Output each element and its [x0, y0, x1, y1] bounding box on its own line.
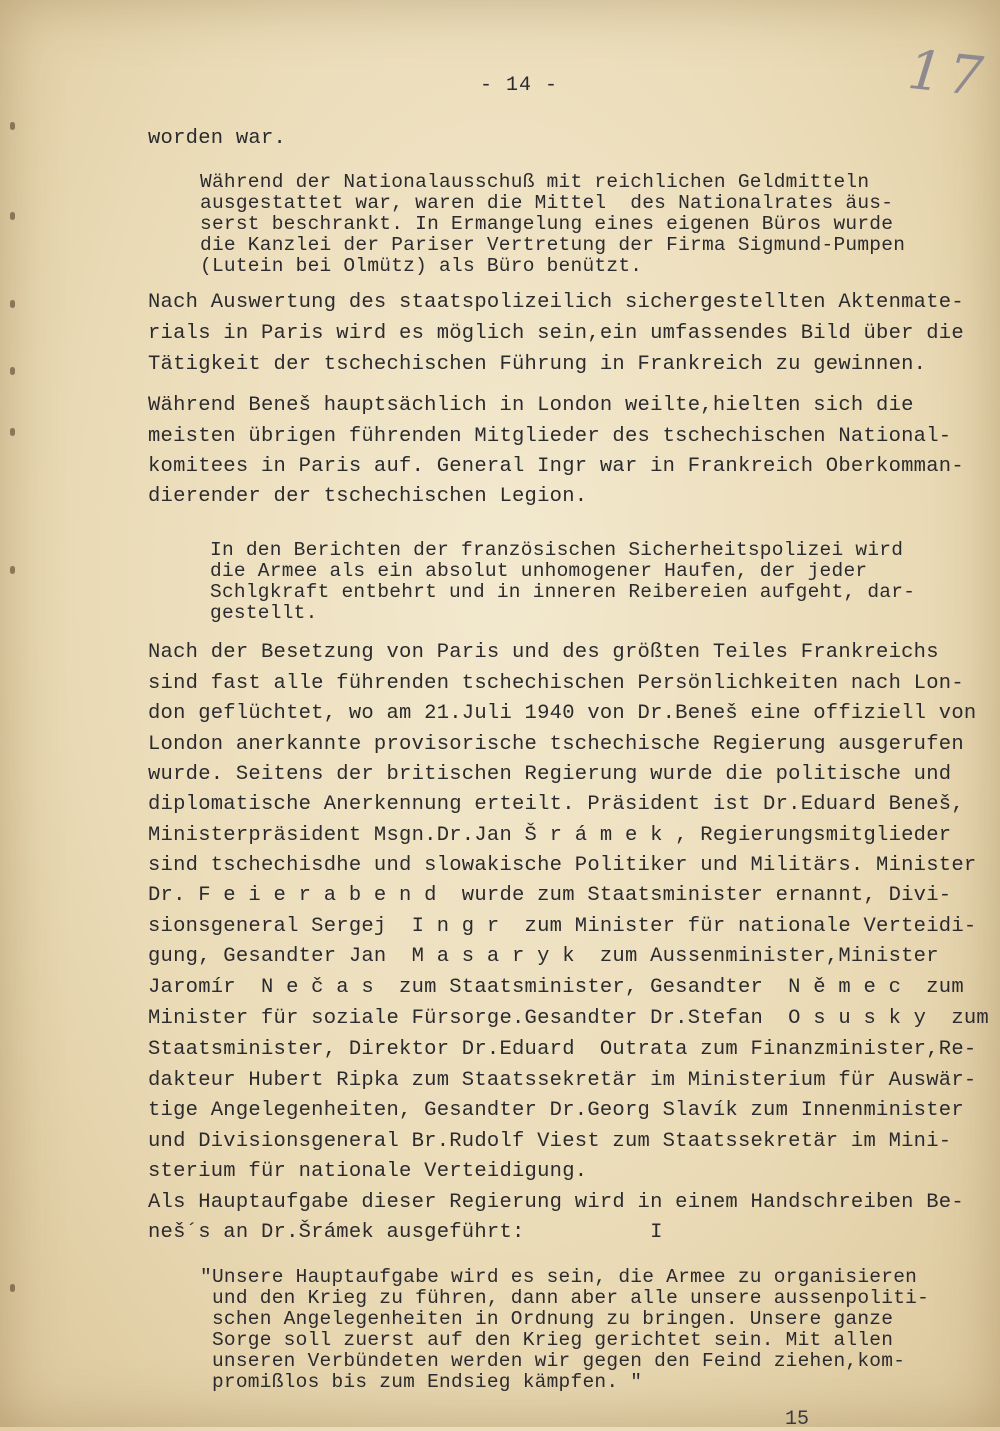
text-line: Jaromír N e č a s zum Staatsminister, Gesandter N ě m e c zum [148, 976, 964, 999]
handwritten-folio-number: 17 [904, 37, 992, 110]
text-line: komitees in Paris auf. General Ingr war in Frankreich Oberkomman- [148, 455, 964, 478]
text-line: rials in Paris wird es möglich sein,ein umfassendes Bild über die [148, 322, 964, 345]
binding-hole-mark [10, 212, 15, 220]
text-line: gung, Gesandter Jan M a s a r y k zum Aussenminister,Minister [148, 945, 939, 968]
text-line: dakteur Hubert Ripka zum Staatssekretär im Ministerium für Auswär- [148, 1069, 977, 1092]
text-line: promißlos bis zum Endsieg kämpfen. " [200, 1371, 643, 1393]
text-line: Tätigkeit der tschechischen Führung in Frankreich zu gewinnen. [148, 353, 927, 376]
text-line: Nach Auswertung des staatspolizeilich sichergestellten Aktenmate- [148, 291, 964, 314]
text-line: tige Angelegenheiten, Gesandter Dr.Georg Slavík zum Innenminister [148, 1099, 964, 1122]
text-line: Während der Nationalausschuß mit reichlichen Geldmitteln [200, 171, 870, 193]
text-line: die Kanzlei der Pariser Vertretung der Firma Sigmund-Pumpen [200, 234, 906, 256]
text-line: diplomatische Anerkennung erteilt. Präsident ist Dr.Eduard Beneš, [148, 793, 964, 816]
text-line: gestellt. [210, 602, 318, 624]
text-line: Als Hauptaufgabe dieser Regierung wird in einem Handschreiben Be- [148, 1191, 964, 1214]
page-number: - 14 - [480, 74, 559, 97]
text-line: Staatsminister, Direktor Dr.Eduard Outrata zum Finanzminister,Re- [148, 1038, 977, 1061]
text-line: unseren Verbündeten werden wir gegen den Feind ziehen,kom- [200, 1350, 906, 1372]
text-line: ausgestattet war, waren die Mittel des Nationalrates äus- [200, 192, 894, 214]
text-line: meisten übrigen führenden Mitglieder des tschechischen National- [148, 425, 952, 448]
text-line: Nach der Besetzung von Paris und des größten Teiles Frankreichs [148, 641, 939, 664]
text-line: neš´s an Dr.Šrámek ausgeführt: I [148, 1221, 663, 1244]
binding-hole-mark [10, 367, 15, 375]
text-line: sionsgeneral Sergej I n g r zum Minister für nationale Verteidi- [148, 915, 977, 938]
text-line: Minister für soziale Fürsorge.Gesandter Dr.Stefan O s u s k y zum [148, 1007, 989, 1030]
text-line: Schlgkraft entbehrt und in inneren Reibereien aufgeht, dar- [210, 581, 916, 603]
text-line: die Armee als ein absolut unhomogener Haufen, der jeder [210, 560, 868, 582]
text-line: sterium für nationale Verteidigung. [148, 1160, 588, 1183]
text-line: In den Berichten der französischen Sicherheitspolizei wird [210, 539, 904, 561]
text-line: Dr. F e i e r a b e n d wurde zum Staatsminister ernannt, Divi- [148, 884, 952, 907]
text-line: (Lutein bei Olmütz) als Büro benützt. [200, 255, 643, 277]
binding-hole-mark [10, 300, 15, 308]
text-line: und den Krieg zu führen, dann aber alle unsere aussenpoliti- [200, 1287, 930, 1309]
next-page-number: 15 [785, 1408, 810, 1431]
text-line: dierender der tschechischen Legion. [148, 485, 588, 508]
text-line: Ministerpräsident Msgn.Dr.Jan Š r á m e k , Regierungsmitglieder [148, 824, 952, 847]
text-line: wurde. Seitens der britischen Regierung wurde die politische und [148, 763, 952, 786]
text-line: don geflüchtet, wo am 21.Juli 1940 von Dr.Beneš eine offiziell von [148, 702, 977, 725]
text-line: Sorge soll zuerst auf den Krieg gerichtet sein. Mit allen [200, 1329, 894, 1351]
binding-hole-mark [10, 428, 15, 436]
binding-hole-mark [10, 122, 15, 130]
text-line: sind fast alle führenden tschechischen Persönlichkeiten nach Lon- [148, 672, 964, 695]
binding-hole-mark [10, 566, 15, 574]
text-line: serst beschrankt. In Ermangelung eines eigenen Büros wurde [200, 213, 894, 235]
binding-hole-mark [10, 1284, 15, 1292]
text-line: schen Angelegenheiten in Ordnung zu bringen. Unsere ganze [200, 1308, 894, 1330]
text-line: und Divisionsgeneral Br.Rudolf Viest zum Staatssekretär im Mini- [148, 1130, 952, 1153]
text-line: London anerkannte provisorische tschechische Regierung ausgerufen [148, 733, 964, 756]
text-line: worden war. [148, 127, 287, 150]
text-line: Während Beneš hauptsächlich in London weilte,hielten sich die [148, 394, 914, 417]
text-line: "Unsere Hauptaufgabe wird es sein, die Armee zu organisieren [200, 1266, 918, 1288]
text-line: sind tschechisdhe und slowakische Politiker und Militärs. Minister [148, 854, 977, 877]
